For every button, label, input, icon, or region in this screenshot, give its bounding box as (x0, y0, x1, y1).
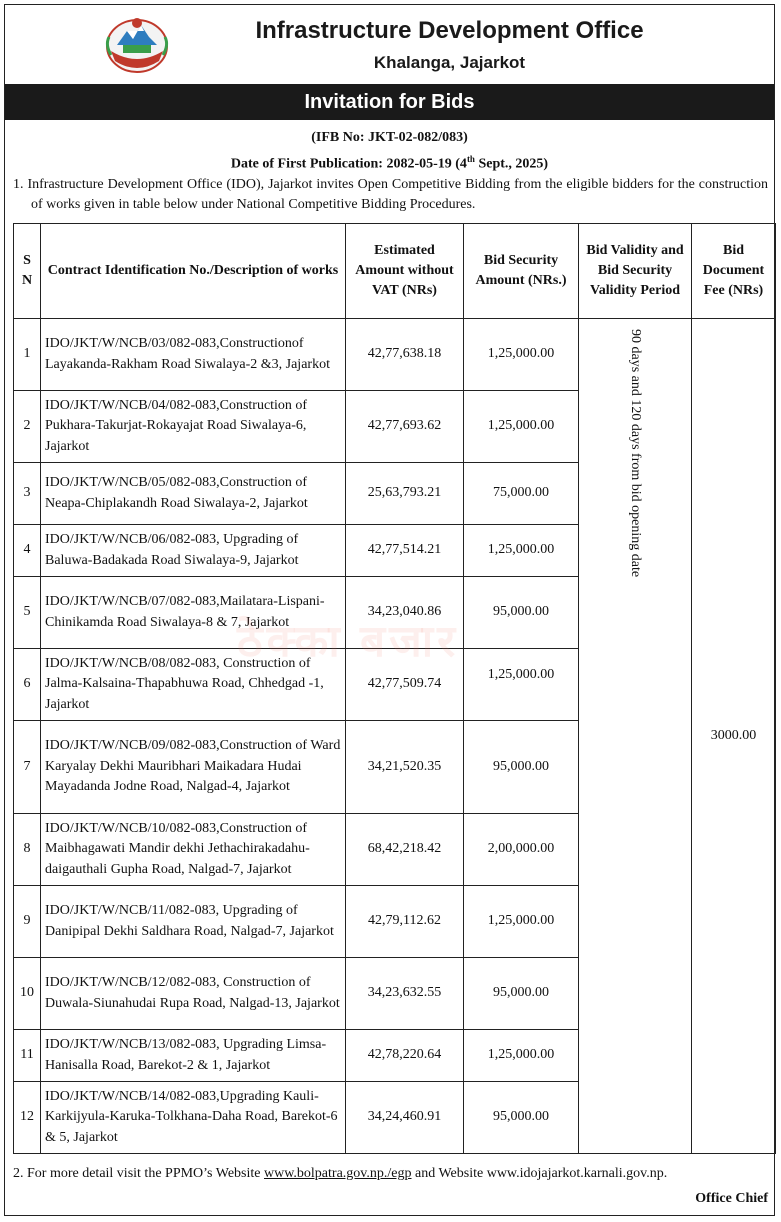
row-description: IDO/JKT/W/NCB/05/082-083,Construction of Neapa-Chiplakandh Road Siwalaya-2, Jajarkot (41, 463, 346, 525)
row-amount: 34,23,632.55 (346, 958, 464, 1030)
header-sn: S N (14, 224, 41, 319)
header-document-fee: Bid Document Fee (NRs) (692, 224, 776, 319)
row-security: 95,000.00 (464, 1082, 579, 1154)
ppmo-link[interactable]: www.bolpatra.gov.np./egp (264, 1166, 412, 1181)
header-validity: Bid Validity and Bid Security Validity Period (579, 224, 692, 319)
row-sn: 2 (14, 391, 41, 463)
row-sn: 12 (14, 1082, 41, 1154)
row-amount: 42,77,693.62 (346, 391, 464, 463)
notice-frame (4, 4, 775, 1216)
publication-date: Date of First Publication: 2082-05-19 (4th Sept., 2025) (230, 154, 549, 172)
row-security: 95,000.00 (464, 721, 579, 814)
row-sn: 6 (14, 649, 41, 721)
watermark: ठेक्का बजार (237, 617, 460, 666)
row-amount: 42,77,514.21 (346, 525, 464, 577)
organization-location: Khalanga, Jajarkot (373, 53, 526, 72)
row-sn: 9 (14, 886, 41, 958)
row-security: 1,25,000.00 (464, 391, 579, 463)
row-sn: 5 (14, 577, 41, 649)
row-amount: 42,79,112.62 (346, 886, 464, 958)
row-amount: 68,42,218.42 (346, 814, 464, 886)
row-description: IDO/JKT/W/NCB/04/082-083,Construction of Pukhara-Takurjat-Rokayajat Road Siwalaya-6, Jajarkot (41, 391, 346, 463)
validity-cell (579, 319, 692, 1154)
row-amount: 42,78,220.64 (346, 1030, 464, 1082)
row-description: IDO/JKT/W/NCB/03/082-083,Constructionof Layakanda-Rakham Road Siwalaya-2 &3, Jajarkot (41, 319, 346, 391)
row-description: IDO/JKT/W/NCB/12/082-083, Construction of Duwala-Siunahudai Rupa Road, Nalgad-13, Jajarkot (41, 958, 346, 1030)
table-header-row (14, 224, 776, 319)
row-security: 1,25,000.00 (464, 525, 579, 577)
row-security: 1,25,000.00 (464, 886, 579, 958)
organization-title: Infrastructure Development Office (255, 17, 644, 44)
row-description: IDO/JKT/W/NCB/07/082-083,Mailatara-Lispani-Chinikamda Road Siwalaya-8 & 7, Jajarkot (41, 577, 346, 649)
row-amount: 42,77,509.74 (346, 649, 464, 721)
document-fee-cell: 3000.00 (692, 319, 776, 1154)
row-amount: 42,77,638.18 (346, 319, 464, 391)
row-security: 95,000.00 (464, 577, 579, 649)
row-description: IDO/JKT/W/NCB/10/082-083,Construction of Maibhagawati Mandir dekhi Jethachirakadahu-daigauthali Gupha Road, Nalgad-7, Jajarkot (41, 814, 346, 886)
ifb-number: (IFB No: JKT-02-082/083) (311, 130, 468, 145)
row-security: 2,00,000.00 (464, 814, 579, 886)
intro-paragraph: 1. Infrastructure Development Office (IDO), Jajarkot invites Open Competitive Bidding from the eligible bidders for the construction of works given in table below under National Competitive Bidding Procedures. (13, 177, 768, 212)
row-sn: 4 (14, 525, 41, 577)
row-description: IDO/JKT/W/NCB/08/082-083, Construction of Jalma-Kalsaina-Thapabhuwa Road, Chhedgad -1, Jajarkot (41, 649, 346, 721)
page-title: Invitation for Bids (5, 84, 774, 120)
row-security: 1,25,000.00 (464, 319, 579, 391)
row-security: 1,25,000.00 (464, 649, 579, 721)
row-amount: 34,21,520.35 (346, 721, 464, 814)
row-description: IDO/JKT/W/NCB/14/082-083,Upgrading Kauli-Karkijyula-Karuka-Tolkhana-Daha Road, Barekot-6 & 5, Jajarkot (41, 1082, 346, 1154)
row-amount: 34,23,040.86 (346, 577, 464, 649)
row-sn: 7 (14, 721, 41, 814)
row-amount: 34,24,460.91 (346, 1082, 464, 1154)
row-security: 1,25,000.00 (464, 1030, 579, 1082)
bids-table (13, 223, 776, 1154)
row-sn: 11 (14, 1030, 41, 1082)
row-sn: 1 (14, 319, 41, 391)
header (5, 5, 774, 83)
row-security: 75,000.00 (464, 463, 579, 525)
signoff: Office Chief (695, 1191, 768, 1206)
table-row (14, 319, 776, 391)
header-bid-security: Bid Security Amount (NRs.) (464, 224, 579, 319)
header-description: Contract Identification No./Description of works (41, 224, 346, 319)
row-security: 95,000.00 (464, 958, 579, 1030)
row-sn: 10 (14, 958, 41, 1030)
row-description: IDO/JKT/W/NCB/13/082-083, Upgrading Limsa-Hanisalla Road, Barekot-2 & 1, Jajarkot (41, 1030, 346, 1082)
header-estimated-amount: Estimated Amount without VAT (NRs) (346, 224, 464, 319)
more-detail-note: 2. For more detail visit the PPMO’s Website www.bolpatra.gov.np./egp and Website www.idojajarkot.karnali.gov.np. (13, 1166, 668, 1181)
row-sn: 3 (14, 463, 41, 525)
row-description: IDO/JKT/W/NCB/11/082-083, Upgrading of Danipipal Dekhi Saldhara Road, Nalgad-7, Jajarkot (41, 886, 346, 958)
row-amount: 25,63,793.21 (346, 463, 464, 525)
validity-text: 90 days and 120 days from bid opening date (628, 329, 643, 578)
row-description: IDO/JKT/W/NCB/06/082-083, Upgrading of Baluwa-Badakada Road Siwalaya-9, Jajarkot (41, 525, 346, 577)
row-description: IDO/JKT/W/NCB/09/082-083,Construction of Ward Karyalay Dekhi Mauribhari Maikadara Hudai Mayadanda Jodne Road, Nalgad-4, Jajarkot (41, 721, 346, 814)
row-sn: 8 (14, 814, 41, 886)
